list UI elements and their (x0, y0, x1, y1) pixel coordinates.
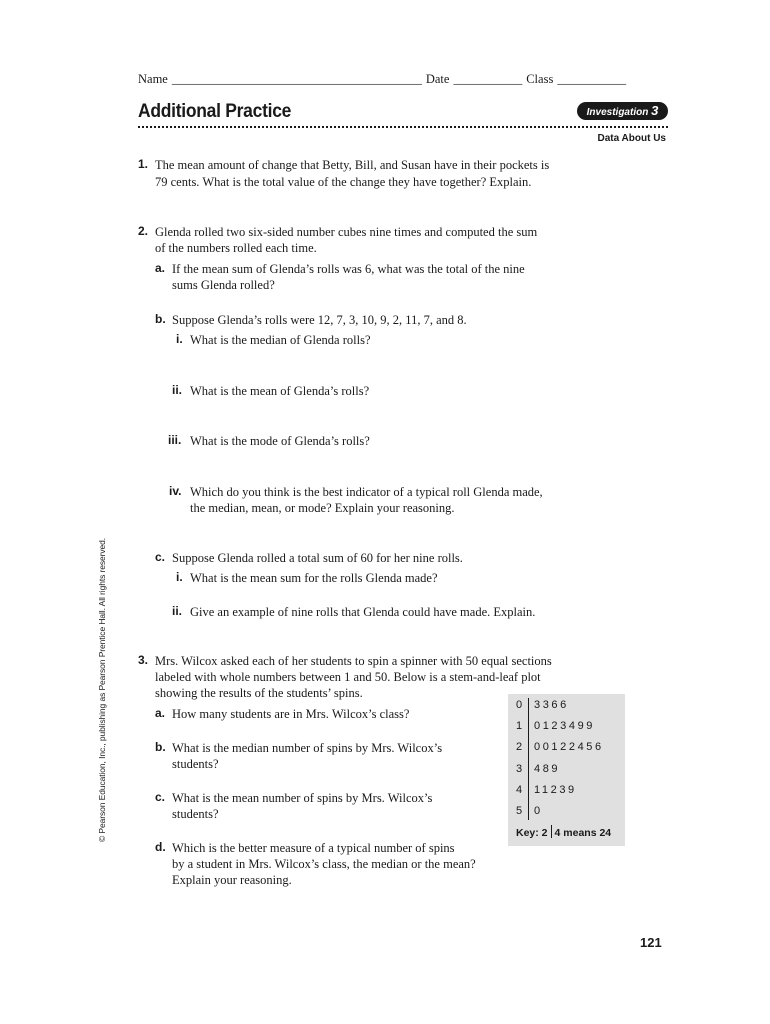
q3-text-line3: showing the results of the students’ spins. (155, 686, 363, 700)
class-label: Class (526, 72, 554, 86)
q2b-i-text: What is the median of Glenda rolls? (190, 333, 371, 347)
stem: 0 (516, 699, 523, 711)
q2b-iv-text-line2: the median, mean, or mode? Explain your reasoning. (190, 501, 455, 515)
q3d-text-line1: Which is the better measure of a typical number of spins (172, 841, 455, 855)
name-blank[interactable]: ________________________________________ (171, 72, 422, 86)
q3b-text-line1: What is the median number of spins by Mrs. Wilcox’s (172, 741, 443, 755)
q3d-letter: d. (155, 840, 166, 854)
q2b-i-num: i. (176, 332, 183, 346)
key-left: Key: 2 (516, 827, 548, 839)
q2-text-line2: of the numbers rolled each time. (155, 241, 317, 255)
q3d-text-line3: Explain your reasoning. (172, 873, 292, 887)
badge-number: 3 (651, 103, 659, 118)
q3d-text-line2: by a student in Mrs. Wilcox’s class, the median or the mean? (172, 857, 476, 871)
unit-subtitle: Data About Us (597, 133, 666, 144)
q2-number: 2. (138, 224, 149, 238)
q2b-iii-num: iii. (168, 433, 182, 447)
q2b-iv-text-line1: Which do you think is the best indicator of a typical roll Glenda made, (190, 485, 543, 499)
q3a-text: How many students are in Mrs. Wilcox’s class? (172, 707, 410, 721)
header-fields (138, 70, 668, 88)
stem: 2 (516, 741, 523, 753)
stem-and-leaf-plot (508, 694, 625, 846)
q3-number: 3. (138, 653, 149, 667)
leaves: 0123499 (534, 720, 596, 732)
stem-leaf-row (508, 759, 625, 780)
q2c-ii-text: Give an example of nine rolls that Glenda could have made. Explain. (190, 605, 536, 619)
q2c-text: Suppose Glenda rolled a total sum of 60 for her nine rolls. (172, 551, 463, 565)
page-number: 121 (640, 935, 662, 950)
leaves: 00122456 (534, 741, 604, 753)
q2b-text: Suppose Glenda’s rolls were 12, 7, 3, 10, 9, 2, 11, 7, and 8. (172, 313, 467, 327)
stem-leaf-key (516, 825, 611, 839)
q2-text-line1: Glenda rolled two six-sided number cubes nine times and computed the sum (155, 225, 538, 239)
q3-text-line1: Mrs. Wilcox asked each of her students to spin a spinner with 50 equal sections (155, 654, 552, 668)
q1-text-line1: The mean amount of change that Betty, Bill, and Susan have in their pockets is (155, 158, 550, 172)
stem-leaf-row (508, 780, 625, 801)
investigation-badge (577, 102, 668, 120)
q2a-text-line2: sums Glenda rolled? (172, 278, 275, 292)
stem-leaf-row (508, 716, 625, 737)
q2a-letter: a. (155, 261, 166, 275)
stem-leaf-row (508, 695, 625, 716)
date-blank[interactable]: ___________ (453, 72, 523, 86)
q3c-text-line1: What is the mean number of spins by Mrs. Wilcox’s (172, 791, 433, 805)
q3-text-line2: labeled with whole numbers between 1 and 50. Below is a stem-and-leaf plot (155, 670, 541, 684)
q2b-iii-text: What is the mode of Glenda’s rolls? (190, 434, 370, 448)
q1-text-line2: 79 cents. What is the total value of the change they have together? Explain. (155, 175, 532, 189)
q2c-i-text: What is the mean sum for the rolls Glenda made? (190, 571, 438, 585)
q2b-iv-num: iv. (169, 484, 182, 498)
stem-leaf-row (508, 801, 625, 822)
copyright-notice: © Pearson Education, Inc., publishing as Pearson Prentice Hall. All rights reserved. (97, 537, 107, 842)
key-right: 4 means 24 (554, 827, 612, 839)
q2b-ii-num: ii. (172, 383, 183, 397)
q2c-i-num: i. (176, 570, 183, 584)
class-blank[interactable]: ___________ (557, 72, 627, 86)
stem: 4 (516, 784, 523, 796)
q2c-ii-num: ii. (172, 604, 183, 618)
q3c-text-line2: students? (172, 807, 219, 821)
leaves: 11239 (534, 784, 577, 796)
q2b-letter: b. (155, 312, 166, 326)
q1-number: 1. (138, 157, 149, 171)
key-divider (551, 825, 552, 838)
q2c-letter: c. (155, 550, 166, 564)
q3b-text-line2: students? (172, 757, 219, 771)
date-label: Date (425, 72, 450, 86)
page-title: Additional Practice (138, 101, 292, 122)
leaves: 0 (534, 805, 543, 817)
dotted-divider (138, 126, 668, 128)
badge-label: Investigation (586, 107, 649, 118)
leaves: 3366 (534, 699, 569, 711)
name-label: Name (138, 72, 168, 86)
leaves: 489 (534, 763, 561, 775)
q2a-text-line1: If the mean sum of Glenda’s rolls was 6, what was the total of the nine (172, 262, 525, 276)
q3a-letter: a. (155, 706, 166, 720)
stem: 1 (516, 720, 523, 732)
stem-leaf-row (508, 737, 625, 758)
q3c-letter: c. (155, 790, 166, 804)
stem: 5 (516, 805, 523, 817)
stem: 3 (516, 763, 523, 775)
q3b-letter: b. (155, 740, 166, 754)
q2b-ii-text: What is the mean of Glenda’s rolls? (190, 384, 370, 398)
